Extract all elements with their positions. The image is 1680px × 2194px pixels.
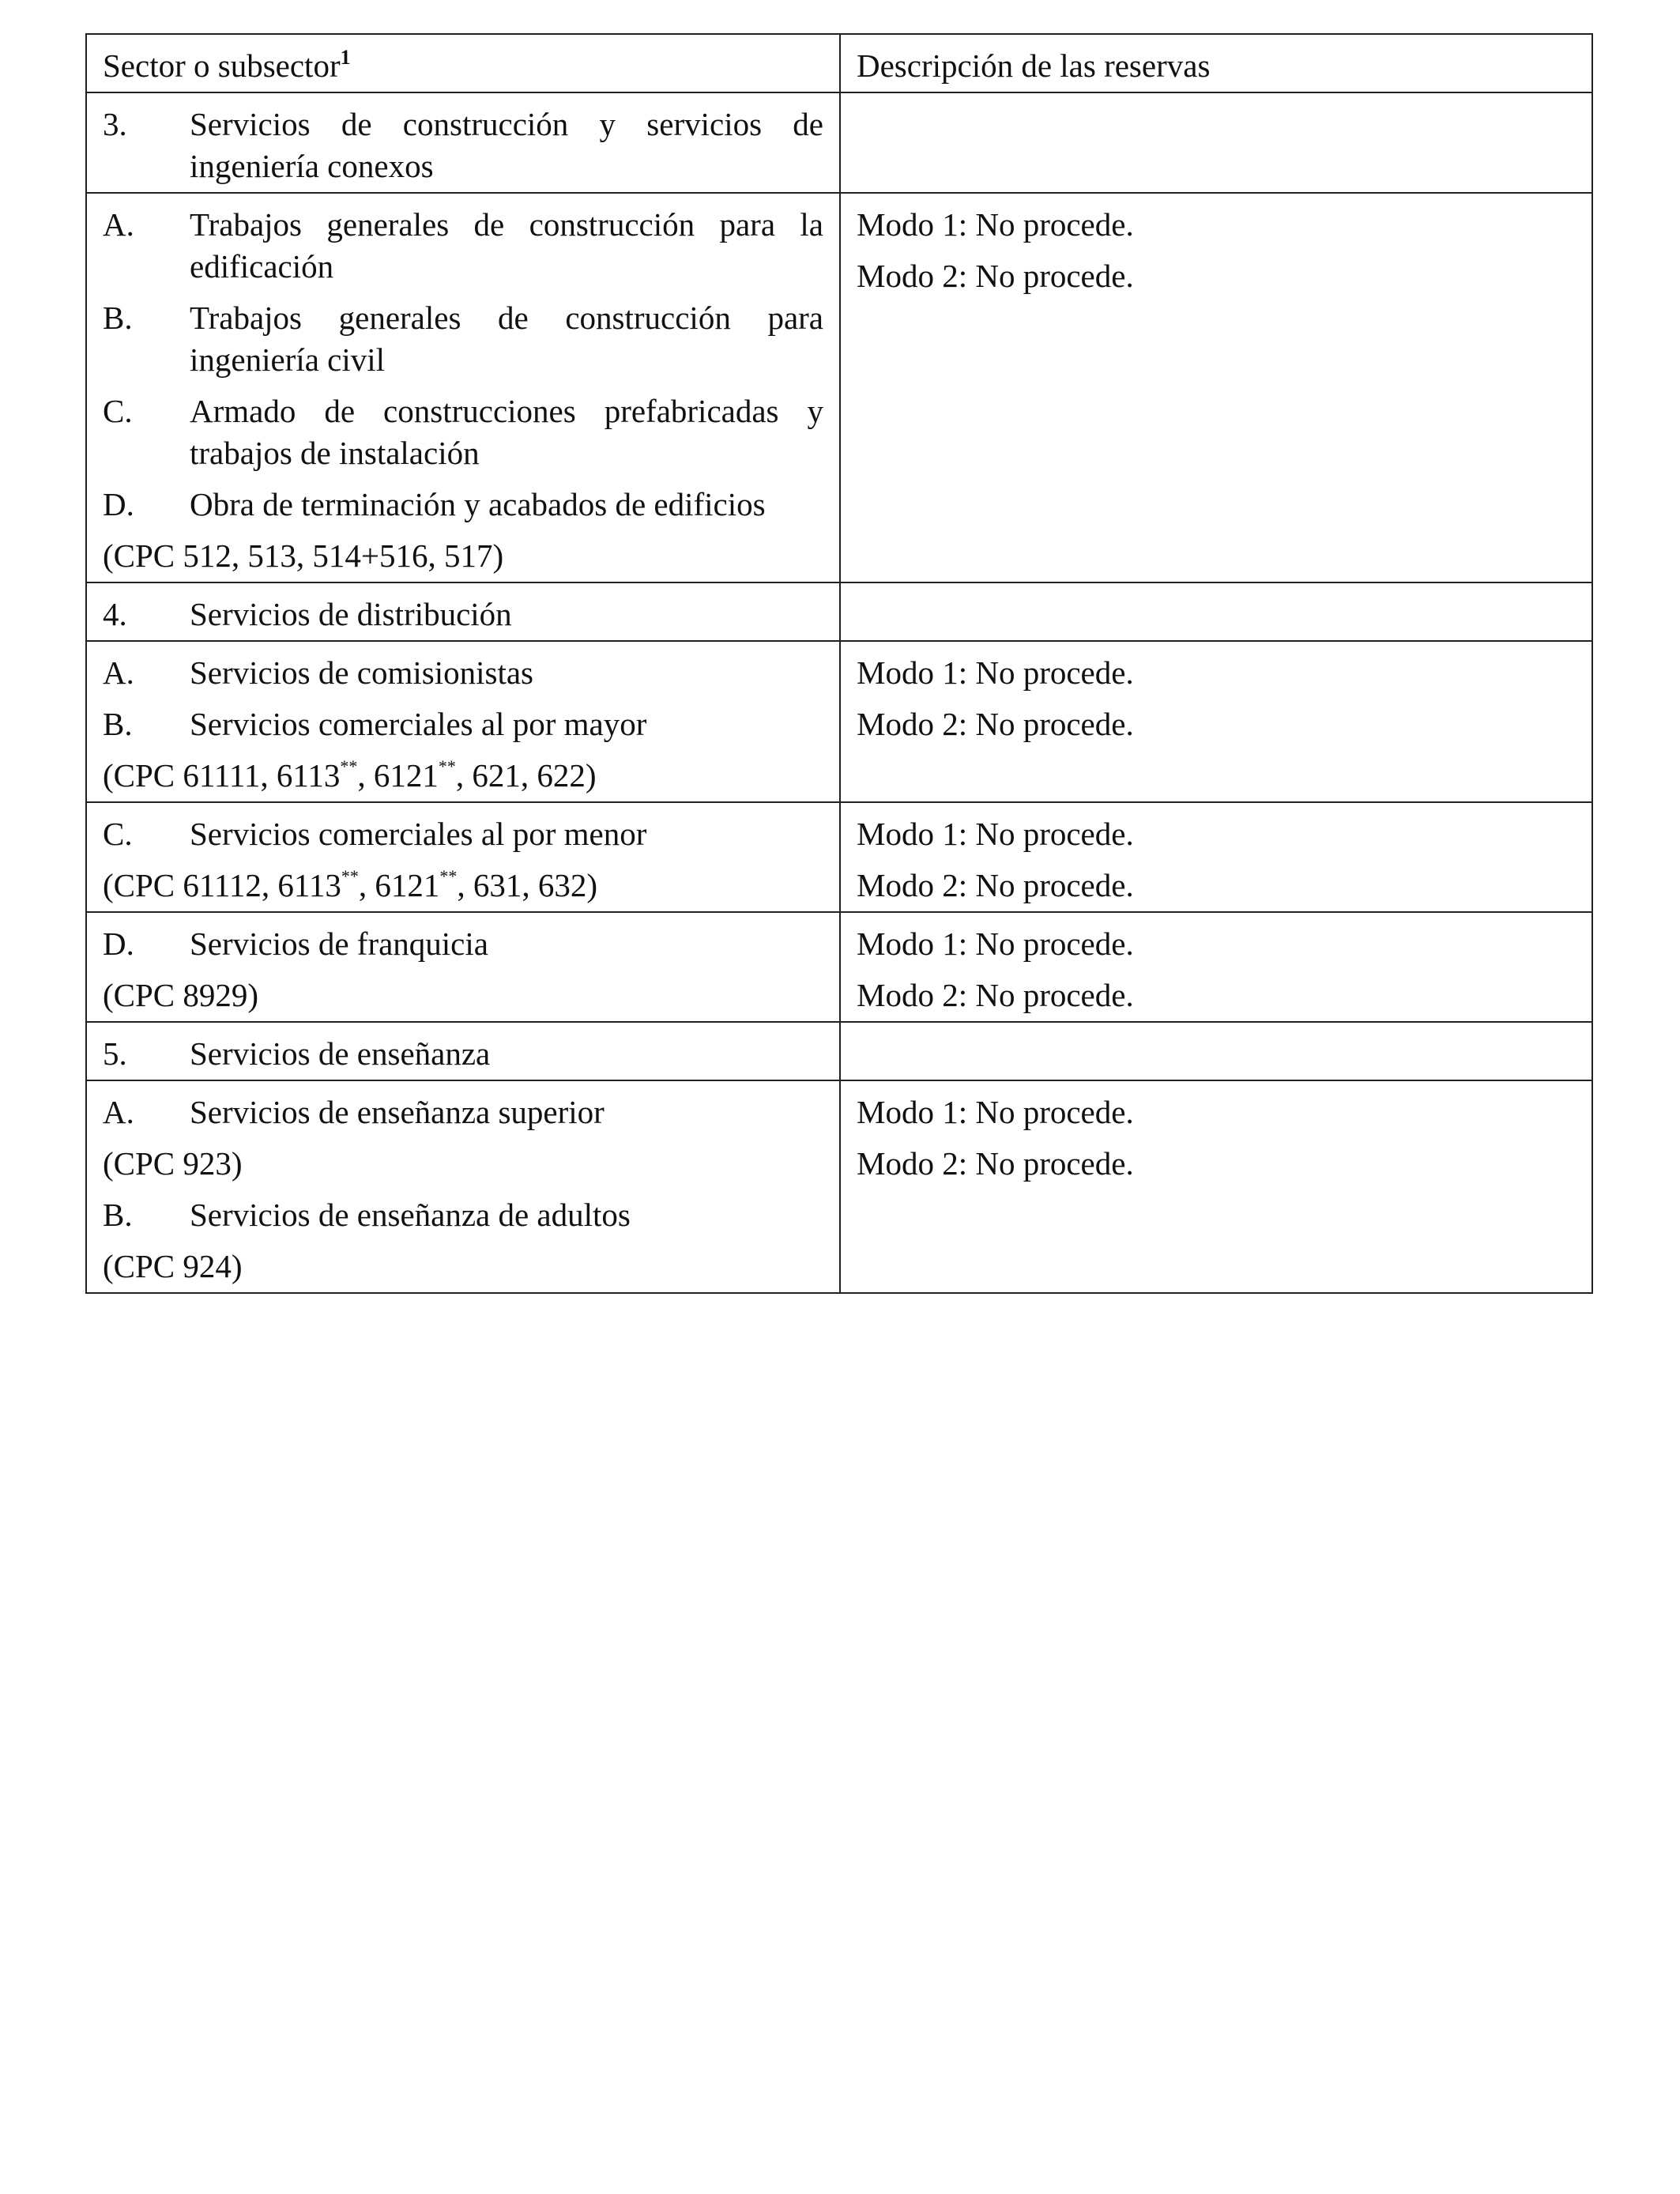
- cpc-marker: **: [341, 866, 359, 886]
- header-description-label: Descripción de las reservas: [857, 47, 1211, 84]
- cpc-reference: (CPC 923): [103, 1145, 243, 1182]
- table-row: [86, 641, 1592, 802]
- item-label: A.: [103, 1094, 134, 1130]
- sector-cell: [86, 582, 840, 641]
- item-label: A.: [103, 206, 134, 243]
- item-text: Armado de construcciones prefabricadas y trabajos de instalación: [190, 393, 823, 471]
- list-item: [103, 1091, 823, 1133]
- list-item: [103, 297, 823, 381]
- cpc-marker: **: [439, 866, 458, 886]
- mode-2-text: Modo 2: No procede.: [857, 867, 1134, 903]
- subsector-cell: [86, 912, 840, 1022]
- item-text: Servicios comerciales al por mayor: [190, 706, 647, 742]
- description-cell: [840, 92, 1592, 193]
- table-row: [86, 802, 1592, 912]
- table-header-row: [86, 34, 1592, 92]
- mode-1-text: Modo 1: No procede.: [857, 206, 1134, 243]
- mode-2-text: Modo 2: No procede.: [857, 977, 1134, 1013]
- item-label: A.: [103, 654, 134, 691]
- description-cell: [840, 641, 1592, 802]
- cpc-text: , 6121: [357, 757, 439, 794]
- item-text: Servicios de enseñanza de adultos: [190, 1197, 631, 1233]
- subsector-cell: [86, 1080, 840, 1293]
- cpc-reference: (CPC 8929): [103, 977, 259, 1013]
- cpc-text: , 631, 632): [457, 867, 597, 903]
- footnote-marker: 1: [340, 46, 351, 69]
- item-text: Servicios comerciales al por menor: [190, 816, 647, 852]
- item-text: Trabajos generales de construcción para ingeniería civil: [190, 300, 823, 378]
- sector-heading: [103, 104, 823, 187]
- sector-title: Servicios de distribución: [190, 596, 512, 632]
- mode-1-text: Modo 1: No procede.: [857, 654, 1134, 691]
- sector-number: 5.: [103, 1035, 127, 1072]
- list-item: [103, 703, 823, 745]
- item-label: C.: [103, 816, 133, 852]
- mode-1-text: Modo 1: No procede.: [857, 925, 1134, 962]
- description-cell: [840, 912, 1592, 1022]
- cpc-reference: (CPC 512, 513, 514+516, 517): [103, 537, 504, 574]
- table-row: [86, 1080, 1592, 1293]
- list-item: [103, 484, 823, 526]
- item-label: B.: [103, 1197, 133, 1233]
- cpc-reference: (CPC 924): [103, 1248, 243, 1284]
- sector-heading: [103, 594, 823, 635]
- item-text: Obra de terminación y acabados de edificios: [190, 486, 766, 522]
- cpc-marker: **: [340, 756, 358, 776]
- table-row: [86, 193, 1592, 582]
- mode-1-text: Modo 1: No procede.: [857, 1094, 1134, 1130]
- sector-cell: [86, 92, 840, 193]
- sector-number: 4.: [103, 596, 127, 632]
- item-label: D.: [103, 486, 134, 522]
- sector-number: 3.: [103, 106, 127, 142]
- table-row: [86, 582, 1592, 641]
- list-item: [103, 204, 823, 288]
- header-sector-label: Sector o subsector: [103, 47, 341, 84]
- cpc-text: , 621, 622): [455, 757, 597, 794]
- list-item: [103, 652, 823, 694]
- list-item: [103, 813, 823, 855]
- cpc-marker: **: [438, 756, 456, 776]
- description-cell: [840, 1080, 1592, 1293]
- mode-2-text: Modo 2: No procede.: [857, 706, 1134, 742]
- list-item: [103, 1194, 823, 1236]
- item-text: Servicios de comisionistas: [190, 654, 534, 691]
- subsector-cell: [86, 193, 840, 582]
- header-description-cell: [840, 34, 1592, 92]
- mode-1-text: Modo 1: No procede.: [857, 816, 1134, 852]
- list-item: [103, 390, 823, 474]
- cpc-text: (CPC 61111, 6113: [103, 757, 341, 794]
- table-row: [86, 1022, 1592, 1080]
- subsector-cell: [86, 802, 840, 912]
- description-cell: [840, 582, 1592, 641]
- item-label: D.: [103, 925, 134, 962]
- sector-heading: [103, 1033, 823, 1075]
- item-label: B.: [103, 300, 133, 336]
- cpc-text: (CPC 61112, 6113: [103, 867, 341, 903]
- description-cell: [840, 802, 1592, 912]
- description-cell: [840, 193, 1592, 582]
- item-label: B.: [103, 706, 133, 742]
- cpc-text: , 6121: [358, 867, 440, 903]
- mode-2-text: Modo 2: No procede.: [857, 1145, 1134, 1182]
- item-text: Trabajos generales de construcción para la edificación: [190, 206, 823, 285]
- cpc-reference: [103, 865, 823, 907]
- cpc-reference: [103, 755, 823, 797]
- item-text: Servicios de franquicia: [190, 925, 488, 962]
- table-row: [86, 912, 1592, 1022]
- subsector-cell: [86, 641, 840, 802]
- reservations-table: [85, 33, 1593, 1294]
- item-text: Servicios de enseñanza superior: [190, 1094, 605, 1130]
- sector-title: Servicios de construcción y servicios de ingeniería conexos: [190, 106, 823, 184]
- mode-2-text: Modo 2: No procede.: [857, 258, 1134, 294]
- item-label: C.: [103, 393, 133, 429]
- description-cell: [840, 1022, 1592, 1080]
- sector-title: Servicios de enseñanza: [190, 1035, 491, 1072]
- document-page: [85, 33, 1591, 1294]
- list-item: [103, 923, 823, 965]
- header-sector-cell: [86, 34, 840, 92]
- sector-cell: [86, 1022, 840, 1080]
- table-row: [86, 92, 1592, 193]
